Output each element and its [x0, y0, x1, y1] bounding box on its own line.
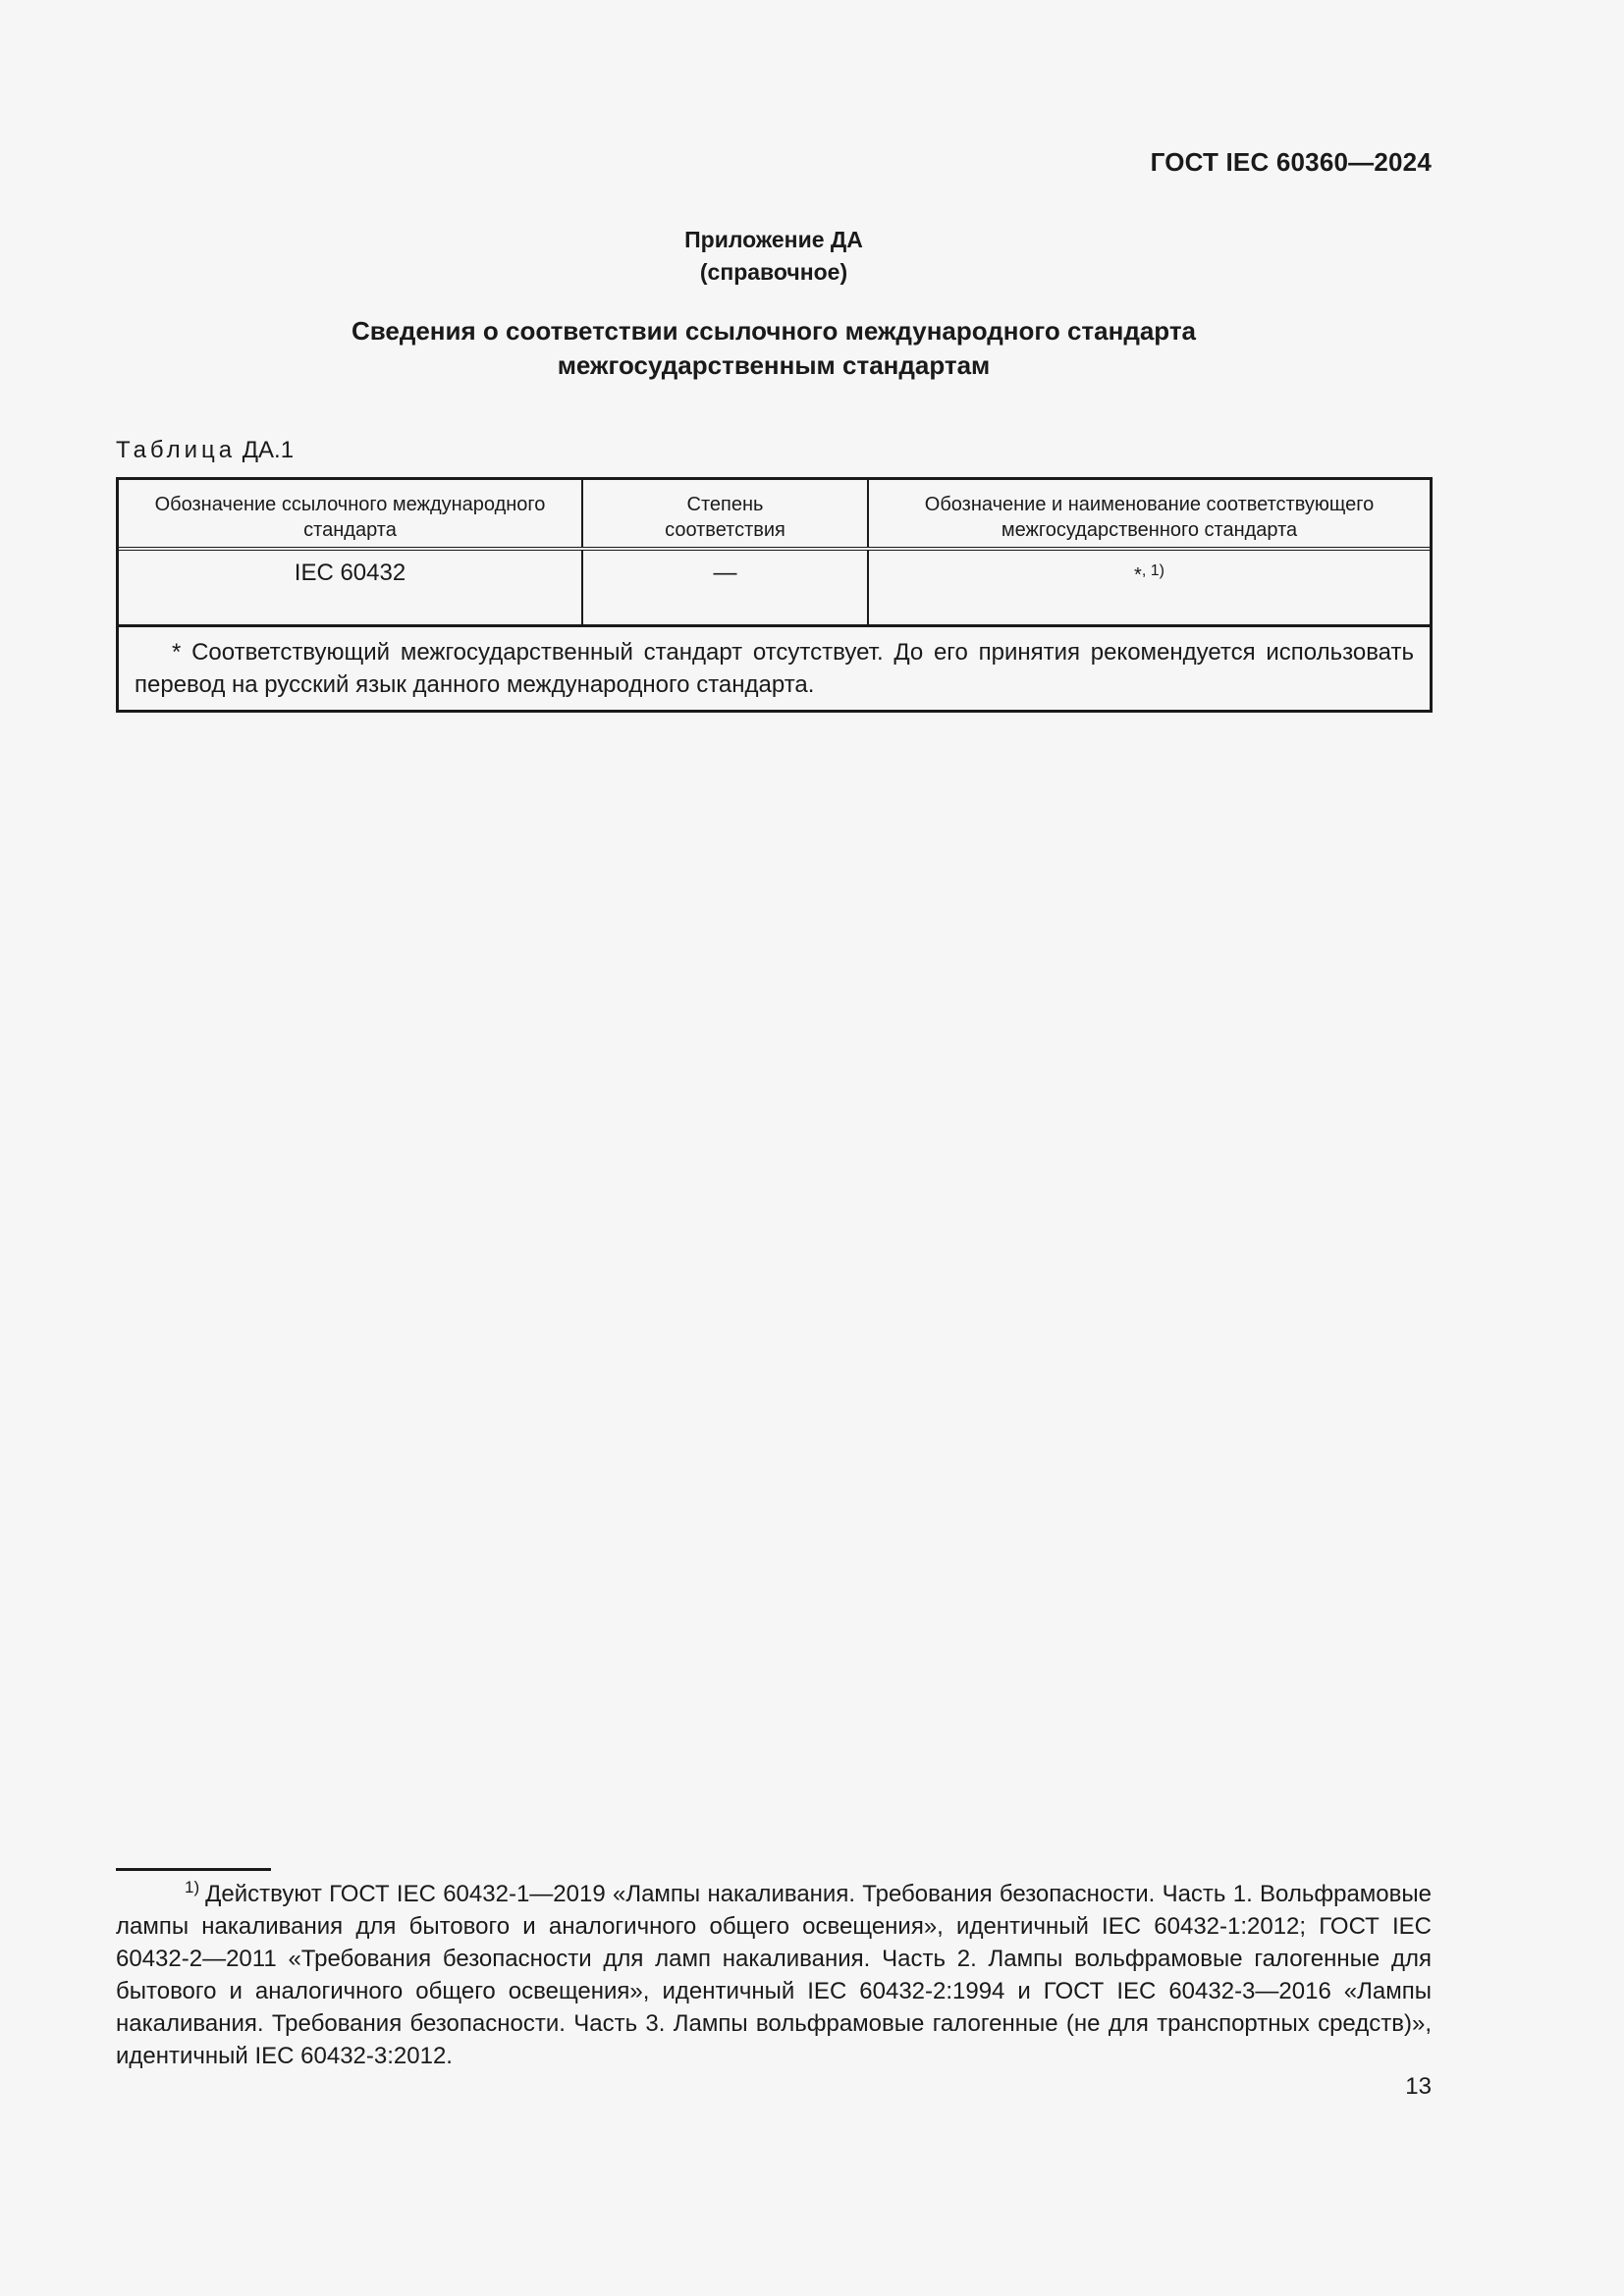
footnote — [116, 1878, 1432, 2072]
document-title-line-2: межгосударственным стандартам — [557, 350, 991, 380]
column-header-line: соответствия — [665, 519, 785, 541]
table-header-row — [119, 480, 1430, 551]
correspondence-table — [116, 477, 1433, 713]
column-header-line: Обозначение и наименование соответствующего — [924, 494, 1375, 515]
column-header-reference-standard — [119, 480, 583, 547]
page-number: 13 — [1405, 2073, 1432, 2100]
document-title-line-1: Сведения о соответствии ссылочного международного стандарта — [351, 316, 1197, 346]
document-title — [116, 314, 1432, 383]
cell-degree: — — [583, 551, 869, 624]
column-header-degree — [583, 480, 869, 547]
asterisk-mark: * — [1134, 564, 1142, 586]
column-header-line: стандарта — [303, 519, 397, 541]
appendix-title: Приложение ДА — [684, 227, 863, 252]
appendix-type: (справочное) — [699, 259, 848, 285]
table-label — [116, 436, 294, 465]
table-label-number: ДА.1 — [242, 437, 295, 463]
column-header-line: межгосударственного стандарта — [1001, 519, 1298, 541]
table-note: * Соответствующий межгосударственный стандарт отсутствует. До его принятия рекомендуется использовать перевод на русский язык данного международного стандарта. — [135, 639, 1414, 698]
appendix-heading — [116, 224, 1432, 289]
column-header-line: Степень — [686, 494, 764, 515]
footnote-divider — [116, 1868, 271, 1871]
cell-interstate-standard — [869, 551, 1430, 624]
footnote-reference: , 1) — [1141, 562, 1164, 579]
standard-code: ГОСТ IEC 60360—2024 — [1150, 147, 1432, 177]
cell-reference-standard: IEC 60432 — [119, 551, 583, 624]
footnote-marker: 1) — [185, 1878, 200, 1896]
table-label-prefix: Таблица — [116, 437, 237, 463]
column-header-interstate-standard — [869, 480, 1430, 547]
footnote-text: Действуют ГОСТ IEC 60432-1—2019 «Лампы накаливания. Требования безопасности. Часть 1. Вольфрамовые лампы накаливания для бытового и аналогичного общего освещения», идентичный IEC 60432-1:2012; ГОСТ IEC 60432-2—2011 «Требования безопасности для ламп накаливания. Часть 2. Лампы вольфрамовые галогенные для бытового и аналогичного общего освещения», идентичный IEC 60432-2:1994 и ГОСТ IEC 60432-3—2016 «Лампы накаливания. Требования безопасности. Часть 3. Лампы вольфрамовые галогенные (не для транспортных средств)», идентичный IEC 60432-3:2012. — [116, 1881, 1432, 2069]
column-header-line: Обозначение ссылочного международного — [154, 494, 546, 515]
table-row — [119, 551, 1430, 627]
